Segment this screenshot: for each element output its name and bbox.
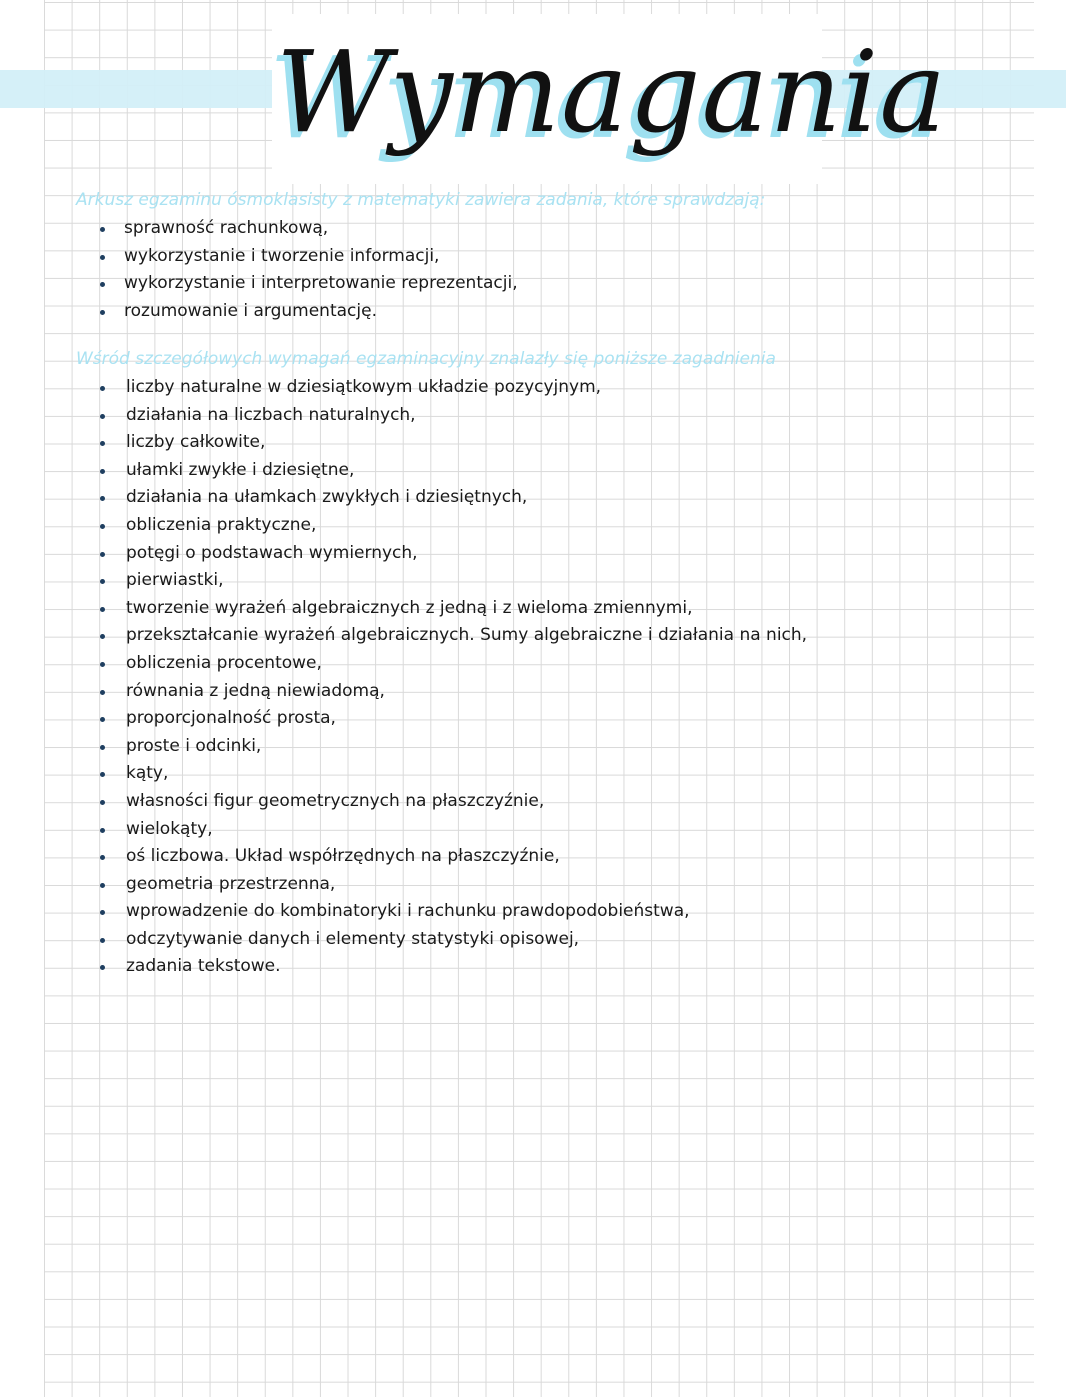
list-item-text: kąty, (126, 763, 169, 784)
bullet-dot-icon (100, 255, 105, 260)
list-item-text: własności figur geometrycznych na płaszczyźnie, (126, 790, 545, 811)
list-item-text: proste i odcinki, (126, 735, 262, 756)
list-item (98, 926, 807, 954)
bullet-dot-icon (100, 227, 105, 232)
list-item (98, 760, 807, 788)
bullet-dot-icon (100, 552, 105, 557)
list-item-text: wprowadzenie do kombinatoryki i rachunku prawdopodobieństwa, (126, 901, 690, 922)
list-item-text: sprawność rachunkową, (124, 218, 329, 238)
bullet-dot-icon (100, 965, 105, 970)
list-item-text: geometria przestrzenna, (126, 873, 336, 894)
list-item (98, 402, 807, 430)
list-item (98, 843, 807, 871)
list-item (98, 595, 807, 623)
bullet-dot-icon (100, 883, 105, 888)
list-item-text: obliczenia praktyczne, (126, 514, 317, 535)
bullet-dot-icon (100, 772, 105, 777)
list-item (98, 622, 807, 650)
list-item-text: odczytywanie danych i elementy statystyki opisowej, (126, 928, 580, 949)
bullet-dot-icon (100, 910, 105, 915)
bullet-dot-icon (100, 938, 105, 943)
list-item (98, 898, 807, 926)
intro-topics: Wśród szczegółowych wymagań egzaminacyjny znalazły się poniższe zagadnienia (76, 349, 776, 369)
bullet-dot-icon (100, 386, 105, 391)
list-item (98, 953, 807, 981)
list-item-text: proporcjonalność prosta, (126, 708, 336, 729)
bullet-dot-icon (100, 634, 105, 639)
bullet-dot-icon (100, 469, 105, 474)
list-item (98, 243, 518, 271)
bullet-dot-icon (100, 282, 105, 287)
list-item (98, 705, 807, 733)
bullet-dot-icon (100, 524, 105, 529)
list-item (98, 540, 807, 568)
list-item-text: wielokąty, (126, 818, 213, 839)
skills-list (98, 215, 518, 325)
list-item-text: działania na liczbach naturalnych, (126, 404, 416, 425)
list-item-text: obliczenia procentowe, (126, 652, 322, 673)
list-item-text: przekształcanie wyrażeń algebraicznych. Sumy algebraiczne i działania na nich, (126, 625, 808, 646)
list-item (98, 871, 807, 899)
bullet-dot-icon (100, 717, 105, 722)
list-item-text: działania na ułamkach zwykłych i dziesiętnych, (126, 487, 528, 508)
list-item (98, 374, 807, 402)
list-item (98, 678, 807, 706)
list-item-text: rozumowanie i argumentację. (124, 300, 377, 321)
bullet-dot-icon (100, 855, 105, 860)
list-item-text: pierwiastki, (126, 570, 224, 591)
bullet-dot-icon (100, 414, 105, 419)
page-title: Wymagania (276, 28, 948, 158)
list-item (98, 816, 807, 844)
list-item (98, 484, 807, 512)
bullet-dot-icon (100, 690, 105, 695)
list-item-text: potęgi o podstawach wymiernych, (126, 542, 418, 563)
list-item-text: równania z jedną niewiadomą, (126, 680, 385, 701)
intro-skills: Arkusz egzaminu ósmoklasisty z matematyki zawiera zadania, które sprawdzają: (76, 190, 766, 210)
list-item (98, 270, 518, 298)
bullet-dot-icon (100, 607, 105, 612)
list-item (98, 298, 518, 326)
list-item-text: liczby naturalne w dziesiątkowym układzie pozycyjnym, (126, 377, 602, 397)
list-item-text: tworzenie wyrażeń algebraicznych z jedną i z wieloma zmiennymi, (126, 597, 693, 618)
list-item (98, 733, 807, 761)
bullet-dot-icon (100, 828, 105, 833)
list-item-text: oś liczbowa. Układ współrzędnych na płaszczyźnie, (126, 846, 560, 867)
bullet-dot-icon (100, 800, 105, 805)
bullet-dot-icon (100, 310, 105, 315)
bullet-dot-icon (100, 441, 105, 446)
list-item (98, 429, 807, 457)
list-item-text: wykorzystanie i tworzenie informacji, (124, 245, 440, 266)
list-item (98, 650, 807, 678)
list-item (98, 215, 518, 243)
list-item-text: ułamki zwykłe i dziesiętne, (126, 459, 355, 480)
list-item (98, 788, 807, 816)
bullet-dot-icon (100, 662, 105, 667)
list-item-text: zadania tekstowe. (126, 956, 281, 977)
topics-list (98, 374, 807, 981)
bullet-dot-icon (100, 579, 105, 584)
list-item-text: wykorzystanie i interpretowanie reprezentacji, (124, 273, 518, 294)
list-item (98, 457, 807, 485)
list-item (98, 512, 807, 540)
list-item-text: liczby całkowite, (126, 432, 266, 453)
list-item (98, 567, 807, 595)
bullet-dot-icon (100, 496, 105, 501)
bullet-dot-icon (100, 745, 105, 750)
